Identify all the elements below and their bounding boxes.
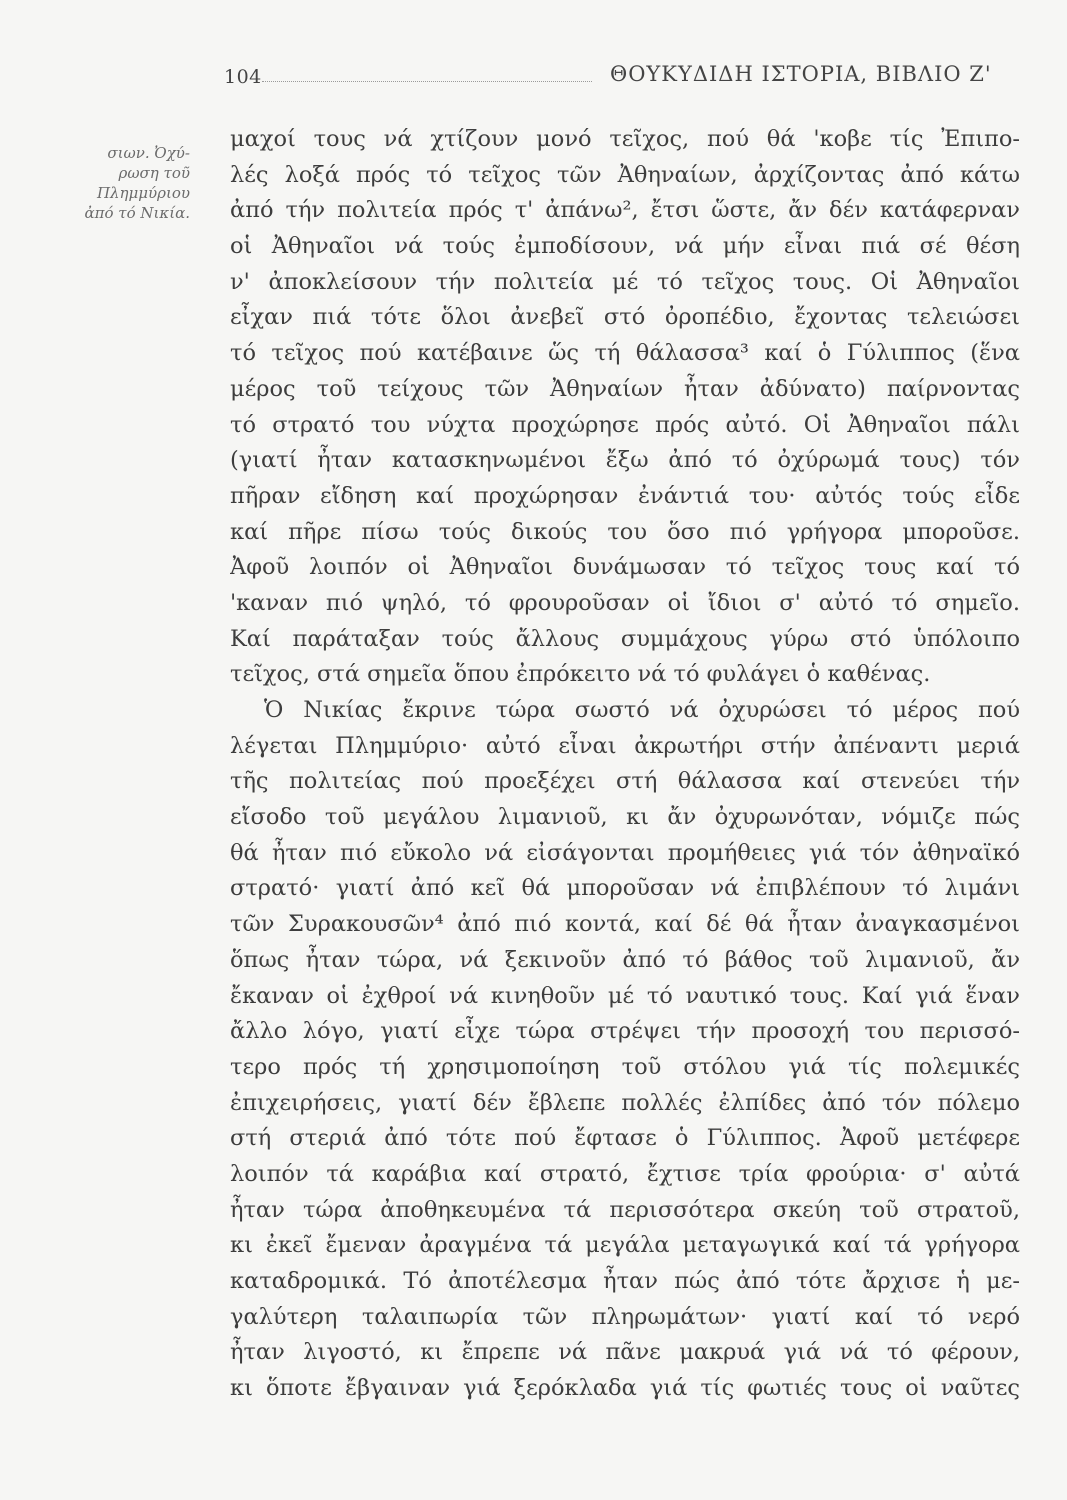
body-line: τό στρατό του νύχτα προχώρησε πρός αὐτό. Οἱ Ἀθηναῖοι πάλι bbox=[230, 411, 1020, 438]
body-line: ἀπό τήν πολιτεία πρός τ' ἀπάνω², ἔτσι ὥστε, ἄν δέν κατάφερναν bbox=[230, 197, 1020, 224]
body-line: ν' ἀποκλείσουν τήν πολιτεία μέ τό τεῖχος τους. Οἱ Ἀθηναῖοι bbox=[230, 268, 1020, 295]
header-rule bbox=[262, 81, 592, 82]
body-line: θά ἦταν πιό εὔκολο νά εἰσάγονται προμήθειες γιά τόν ἀθηναϊκό bbox=[230, 839, 1020, 866]
margin-note-line: ἀπό τό Νικία. bbox=[84, 204, 190, 222]
body-line: ὅπως ἦταν τώρα, νά ξεκινοῦν ἀπό τό βάθος τοῦ λιμανιοῦ, ἄν bbox=[230, 946, 1020, 973]
body-line: λές λοξά πρός τό τεῖχος τῶν Ἀθηναίων, ἀρχίζοντας ἀπό κάτω bbox=[230, 161, 1020, 188]
body-line: Καί παράταξαν τούς ἄλλους συμμάχους γύρω στό ὑπόλοιπο bbox=[230, 625, 1020, 652]
body-line: τεῖχος, στά σημεῖα ὅπου ἐπρόκειτο νά τό φυλάγει ὁ καθένας. bbox=[230, 661, 931, 688]
margin-note-line: σιων. Ὀχύ- bbox=[107, 144, 190, 162]
body-line: Ἀφοῦ λοιπόν οἱ Ἀθηναῖοι δυνάμωσαν τό τεῖχος τους καί τό bbox=[230, 554, 1020, 581]
body-line: οἱ Ἀθηναῖοι νά τούς ἐμποδίσουν, νά μήν εἶναι πιά σέ θέση bbox=[230, 233, 1020, 260]
body-line: μαχοί τους νά χτίζουν μονό τεῖχος, πού θά 'κοβε τίς Ἐπιπο- bbox=[230, 126, 1020, 152]
body-line: κι ἐκεῖ ἔμεναν ἀραγμένα τά μεγάλα μεταγωγικά καί τά γρήγορα bbox=[230, 1232, 1020, 1259]
body-line: τό τεῖχος πού κατέβαινε ὥς τή θάλασσα³ καί ὁ Γύλιππος (ἕνα bbox=[230, 340, 1020, 367]
body-line: εἴσοδο τοῦ μεγάλου λιμανιοῦ, κι ἄν ὀχυρωνόταν, νόμιζε πώς bbox=[230, 804, 1020, 831]
body-line: ἦταν τώρα ἀποθηκευμένα τά περισσότερα σκεύη τοῦ στρατοῦ, bbox=[230, 1196, 1020, 1223]
body-line: λοιπόν τά καράβια καί στρατό, ἔχτισε τρία φρούρια· σ' αὐτά bbox=[230, 1160, 1020, 1187]
body-line: ἦταν λιγοστό, κι ἔπρεπε νά πᾶνε μακρυά γιά νά τό φέρουν, bbox=[230, 1339, 1020, 1366]
body-line: πῆραν εἴδηση καί προχώρησαν ἐνάντιά του· αὐτός τούς εἶδε bbox=[230, 482, 1020, 509]
body-line: 'καναν πιό ψηλό, τό φρουροῦσαν οἱ ἴδιοι σ' αὐτό τό σημεῖο. bbox=[230, 589, 1020, 616]
body-line: κι ὅποτε ἔβγαιναν γιά ξερόκλαδα γιά τίς φωτιές τους οἱ ναῦτες bbox=[230, 1375, 1020, 1402]
body-text bbox=[230, 122, 1020, 1407]
body-line: ἔκαναν οἱ ἐχθροί νά κινηθοῦν μέ τό ναυτικό τους. Καί γιά ἕναν bbox=[230, 982, 1020, 1009]
body-line: τῆς πολιτείας πού προεξέχει στή θάλασσα καί στενεύει τήν bbox=[230, 768, 1020, 795]
body-line: ἄλλο λόγο, γιατί εἶχε τώρα στρέψει τήν προσοχή του περισσό- bbox=[230, 1018, 1020, 1045]
body-line: στρατό· γιατί ἀπό κεῖ θά μποροῦσαν νά ἐπιβλέπουν τό λιμάνι bbox=[230, 875, 1020, 902]
body-line: Ὁ Νικίας ἔκρινε τώρα σωστό νά ὀχυρώσει τό μέρος πού bbox=[264, 697, 1020, 723]
body-line: γαλύτερη ταλαιπωρία τῶν πληρωμάτων· γιατί καί τό νερό bbox=[230, 1303, 1020, 1330]
margin-note bbox=[40, 143, 190, 223]
body-line: τερο πρός τή χρησιμοποίηση τοῦ στόλου γιά τίς πολεμικές bbox=[230, 1053, 1020, 1080]
running-title: ΘΟΥΚΥΔΙΔΗ ΙΣΤΟΡΙΑ, ΒΙΒΛΙΟ Ζ' bbox=[610, 62, 992, 86]
body-line: (γιατί ἦταν κατασκηνωμένοι ἔξω ἀπό τό ὀχύρωμά τους) τόν bbox=[230, 447, 1020, 474]
page-number: 104 bbox=[224, 66, 262, 88]
body-line: τῶν Συρακουσῶν⁴ ἀπό πιό κοντά, καί δέ θά ἦταν ἀναγκασμένοι bbox=[230, 911, 1020, 938]
body-line: καταδρομικά. Τό ἀποτέλεσμα ἦταν πώς ἀπό τότε ἄρχισε ἡ με- bbox=[230, 1268, 1020, 1294]
body-line: καί πῆρε πίσω τούς δικούς του ὅσο πιό γρήγορα μποροῦσε. bbox=[230, 518, 1020, 545]
body-line: εἶχαν πιά τότε ὅλοι ἀνεβεῖ στό ὀροπέδιο, ἔχοντας τελειώσει bbox=[230, 304, 1020, 331]
body-line: στή στεριά ἀπό τότε πού ἔφτασε ὁ Γύλιππος. Ἀφοῦ μετέφερε bbox=[230, 1125, 1020, 1152]
margin-note-line: ρωση τοῦ bbox=[118, 164, 190, 182]
margin-note-line: Πλημμύριου bbox=[96, 184, 190, 202]
body-line: λέγεται Πλημμύριο· αὐτό εἶναι ἀκρωτήρι στήν ἀπέναντι μεριά bbox=[230, 732, 1020, 759]
body-line: μέρος τοῦ τείχους τῶν Ἀθηναίων ἦταν ἀδύνατο) παίρνοντας bbox=[230, 375, 1020, 402]
body-line: ἐπιχειρήσεις, γιατί δέν ἔβλεπε πολλές ἐλπίδες ἀπό τόν πόλεμο bbox=[230, 1089, 1020, 1116]
